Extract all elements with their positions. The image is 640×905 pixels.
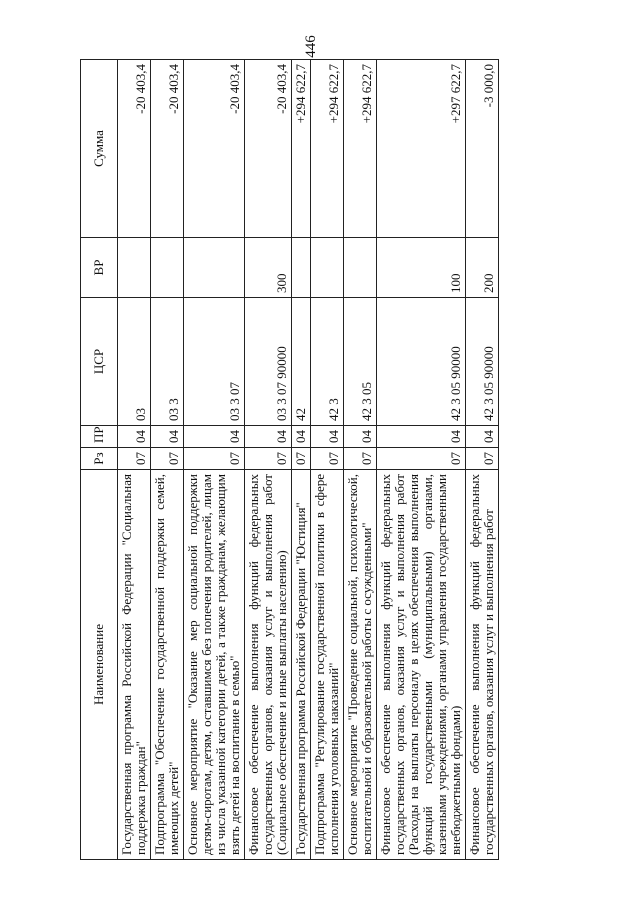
row-name: Финансовое обеспечение выполнения функций федеральных государственных органов, оказания услуг и выполнения работ	[466, 470, 499, 860]
row-sum: -20 403,4	[245, 60, 292, 238]
row-csr: 42 3 05	[344, 298, 377, 426]
row-pr: 04	[377, 426, 466, 448]
row-name: Подпрограмма "Регулирование государственной политики в сфере исполнения уголовных наказаний"	[311, 470, 344, 860]
row-pr: 04	[344, 426, 377, 448]
row-pr: 04	[245, 426, 292, 448]
row-pr: 04	[292, 426, 311, 448]
row-vr	[118, 238, 151, 298]
row-sum: -20 403,4	[184, 60, 245, 238]
row-sum: -20 403,4	[118, 60, 151, 238]
row-rz: 07	[118, 448, 151, 470]
table-row	[311, 60, 344, 860]
table-row	[118, 60, 151, 860]
row-vr: 200	[466, 238, 499, 298]
row-rz: 07	[245, 448, 292, 470]
row-pr: 04	[311, 426, 344, 448]
row-vr	[151, 238, 184, 298]
table-row	[245, 60, 292, 860]
header-sum: Сумма	[81, 60, 118, 238]
row-csr: 42	[292, 298, 311, 426]
row-sum: +294 622,7	[344, 60, 377, 238]
row-rz: 07	[292, 448, 311, 470]
row-sum: -20 403,4	[151, 60, 184, 238]
row-csr: 03	[118, 298, 151, 426]
row-vr: 100	[377, 238, 466, 298]
row-pr: 04	[466, 426, 499, 448]
table-row	[184, 60, 245, 860]
row-csr: 42 3 05 90000	[466, 298, 499, 426]
table-row	[292, 60, 311, 860]
row-rz: 07	[151, 448, 184, 470]
row-name: Основное мероприятие "Проведение социальной, психологической, воспитательной и образовательной работы с осужденными"	[344, 470, 377, 860]
table-row	[377, 60, 466, 860]
row-sum: -3 000,0	[466, 60, 499, 238]
table-row	[151, 60, 184, 860]
row-name: Государственная программа Российской Федерации "Социальная поддержка граждан"	[118, 470, 151, 860]
row-csr: 42 3	[311, 298, 344, 426]
row-rz: 07	[344, 448, 377, 470]
rotated-table-wrapper	[80, 60, 610, 860]
row-sum: +297 622,7	[377, 60, 466, 238]
row-pr: 04	[184, 426, 245, 448]
row-name: Государственная программа Российской Федерации "Юстиция"	[292, 470, 311, 860]
budget-table	[80, 59, 499, 860]
row-csr: 03 3 07	[184, 298, 245, 426]
row-sum: +294 622,7	[311, 60, 344, 238]
row-name: Финансовое обеспечение выполнения функций федеральных государственных органов, оказания услуг и выполнения работ (Расходы на выплаты персоналу в целях обеспечения выполнения функций государственными (муниципальными) органами, казенными учреждениями, органами управления государственными внебюджетными фондами)	[377, 470, 466, 860]
row-rz: 07	[311, 448, 344, 470]
row-rz: 07	[377, 448, 466, 470]
row-pr: 04	[118, 426, 151, 448]
table-header-row	[81, 60, 118, 860]
header-name: Наименование	[81, 470, 118, 860]
page-number: 446	[302, 35, 319, 58]
row-vr	[184, 238, 245, 298]
row-name: Финансовое обеспечение выполнения функций федеральных государственных органов, оказания услуг и выполнения работ (Социальное обеспечение и иные выплаты населению)	[245, 470, 292, 860]
row-name: Основное мероприятие "Оказание мер социальной поддержки детям-сиротам, детям, оставшимся без попечения родителей, лицам из числа указанной категории детей, а также гражданам, желающим взять детей на воспитание в семью"	[184, 470, 245, 860]
header-rz: Рз	[81, 448, 118, 470]
header-csr: ЦСР	[81, 298, 118, 426]
row-vr: 300	[245, 238, 292, 298]
row-vr	[292, 238, 311, 298]
row-pr: 04	[151, 426, 184, 448]
row-csr: 42 3 05 90000	[377, 298, 466, 426]
row-rz: 07	[184, 448, 245, 470]
header-pr: ПР	[81, 426, 118, 448]
row-vr	[344, 238, 377, 298]
row-sum: +294 622,7	[292, 60, 311, 238]
row-csr: 03 3 07 90000	[245, 298, 292, 426]
row-csr: 03 3	[151, 298, 184, 426]
row-rz: 07	[466, 448, 499, 470]
header-vr: ВР	[81, 238, 118, 298]
table-row	[466, 60, 499, 860]
row-name: Подпрограмма "Обеспечение государственной поддержки семей, имеющих детей"	[151, 470, 184, 860]
table-row	[344, 60, 377, 860]
row-vr	[311, 238, 344, 298]
